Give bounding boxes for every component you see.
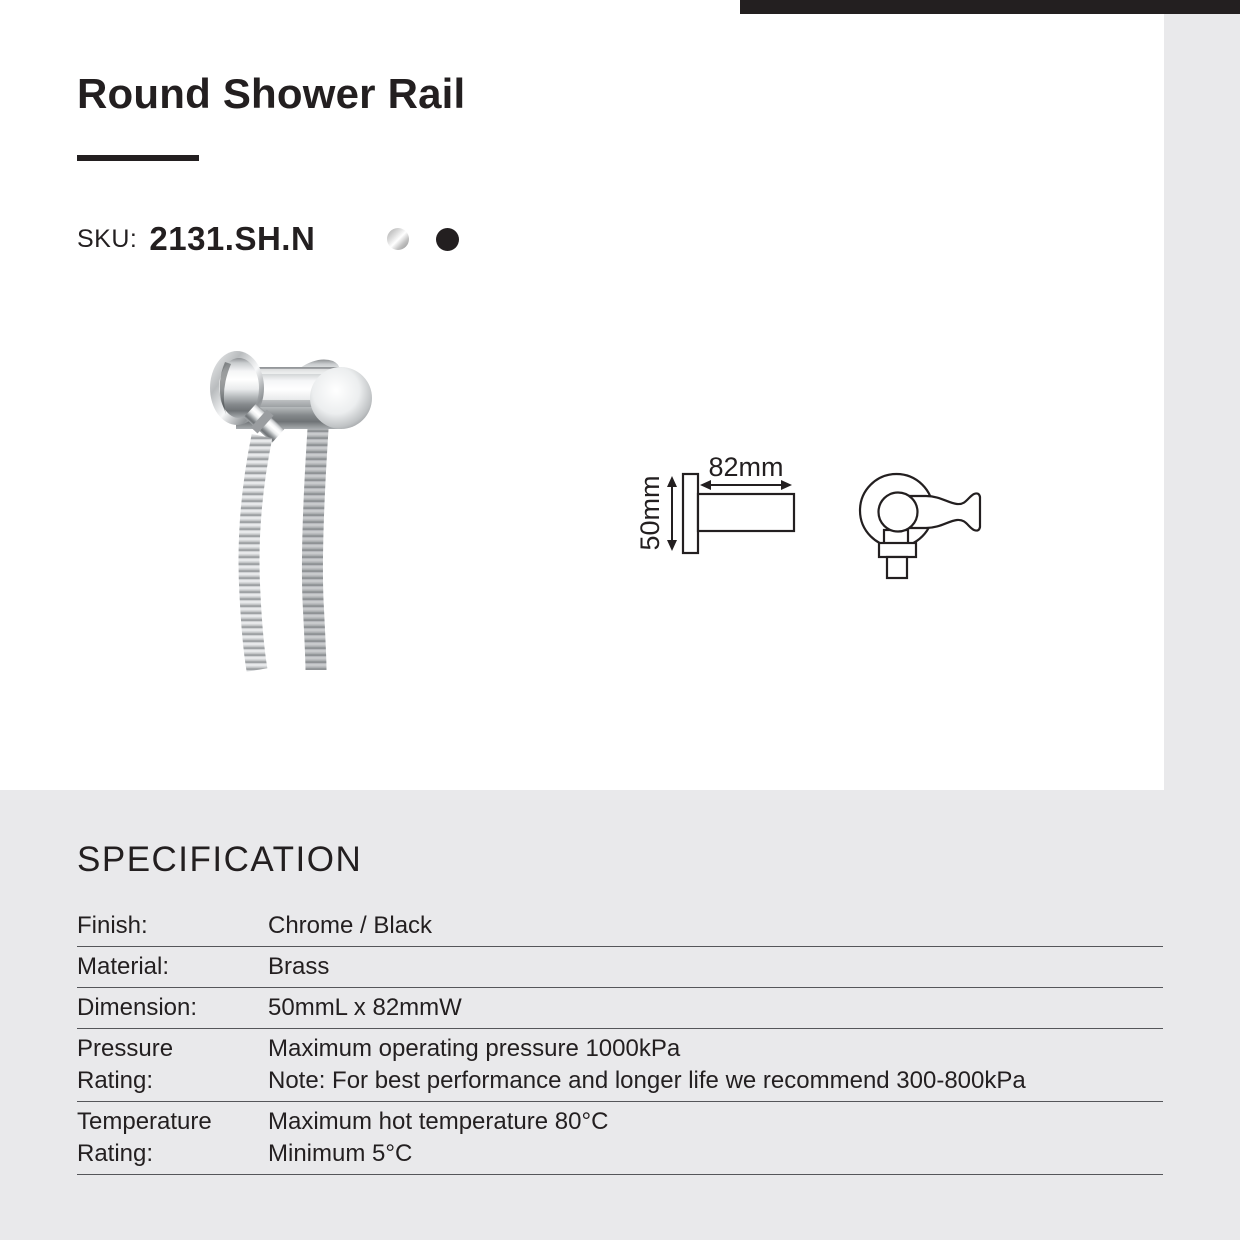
dimension-drawing-front bbox=[860, 474, 980, 578]
height-dimension-label: 50mm bbox=[635, 475, 665, 551]
sku-value: 2131.SH.N bbox=[149, 220, 316, 257]
sku-label: SKU: bbox=[77, 224, 138, 253]
table-row bbox=[77, 1102, 1163, 1175]
elbow-cap bbox=[310, 367, 372, 429]
specification-heading: SPECIFICATION bbox=[77, 840, 363, 879]
spec-row-value: Maximum operating pressure 1000kPa bbox=[268, 1035, 681, 1062]
title-underline bbox=[77, 155, 199, 161]
brand-bar bbox=[740, 0, 1240, 14]
table-row bbox=[77, 947, 1163, 988]
shower-hose-left bbox=[249, 436, 262, 670]
spec-row-value: Chrome / Black bbox=[268, 912, 433, 939]
sku-row bbox=[77, 219, 459, 259]
spec-row-value: Note: For best performance and longer life we recommend 300-800kPa bbox=[268, 1067, 1026, 1094]
spec-row-value: Minimum 5°C bbox=[268, 1140, 413, 1167]
width-dimension-label: 82mm bbox=[708, 452, 784, 482]
black-finish-swatch bbox=[436, 228, 459, 251]
specification-section bbox=[0, 790, 1240, 1240]
spec-row-label: Temperature Rating: bbox=[77, 1108, 212, 1167]
chrome-finish-swatch bbox=[387, 228, 409, 250]
table-row bbox=[77, 1029, 1163, 1102]
spec-row-label: Finish: bbox=[77, 912, 148, 939]
spec-row-label: Pressure Rating: bbox=[77, 1035, 174, 1094]
spec-row-value: 50mmL x 82mmW bbox=[268, 994, 462, 1021]
table-row bbox=[77, 906, 1163, 947]
spec-row-label: Material: bbox=[77, 953, 170, 980]
dimension-drawings bbox=[620, 440, 1010, 600]
page-title: Round Shower Rail bbox=[77, 70, 466, 117]
product-photo bbox=[180, 330, 440, 700]
spec-row-label: Dimension: bbox=[77, 994, 198, 1021]
spec-row-value: Brass bbox=[268, 953, 330, 980]
table-row bbox=[77, 988, 1163, 1029]
specification-table bbox=[77, 906, 1163, 1175]
spec-row-value: Maximum hot temperature 80°C bbox=[268, 1108, 609, 1135]
